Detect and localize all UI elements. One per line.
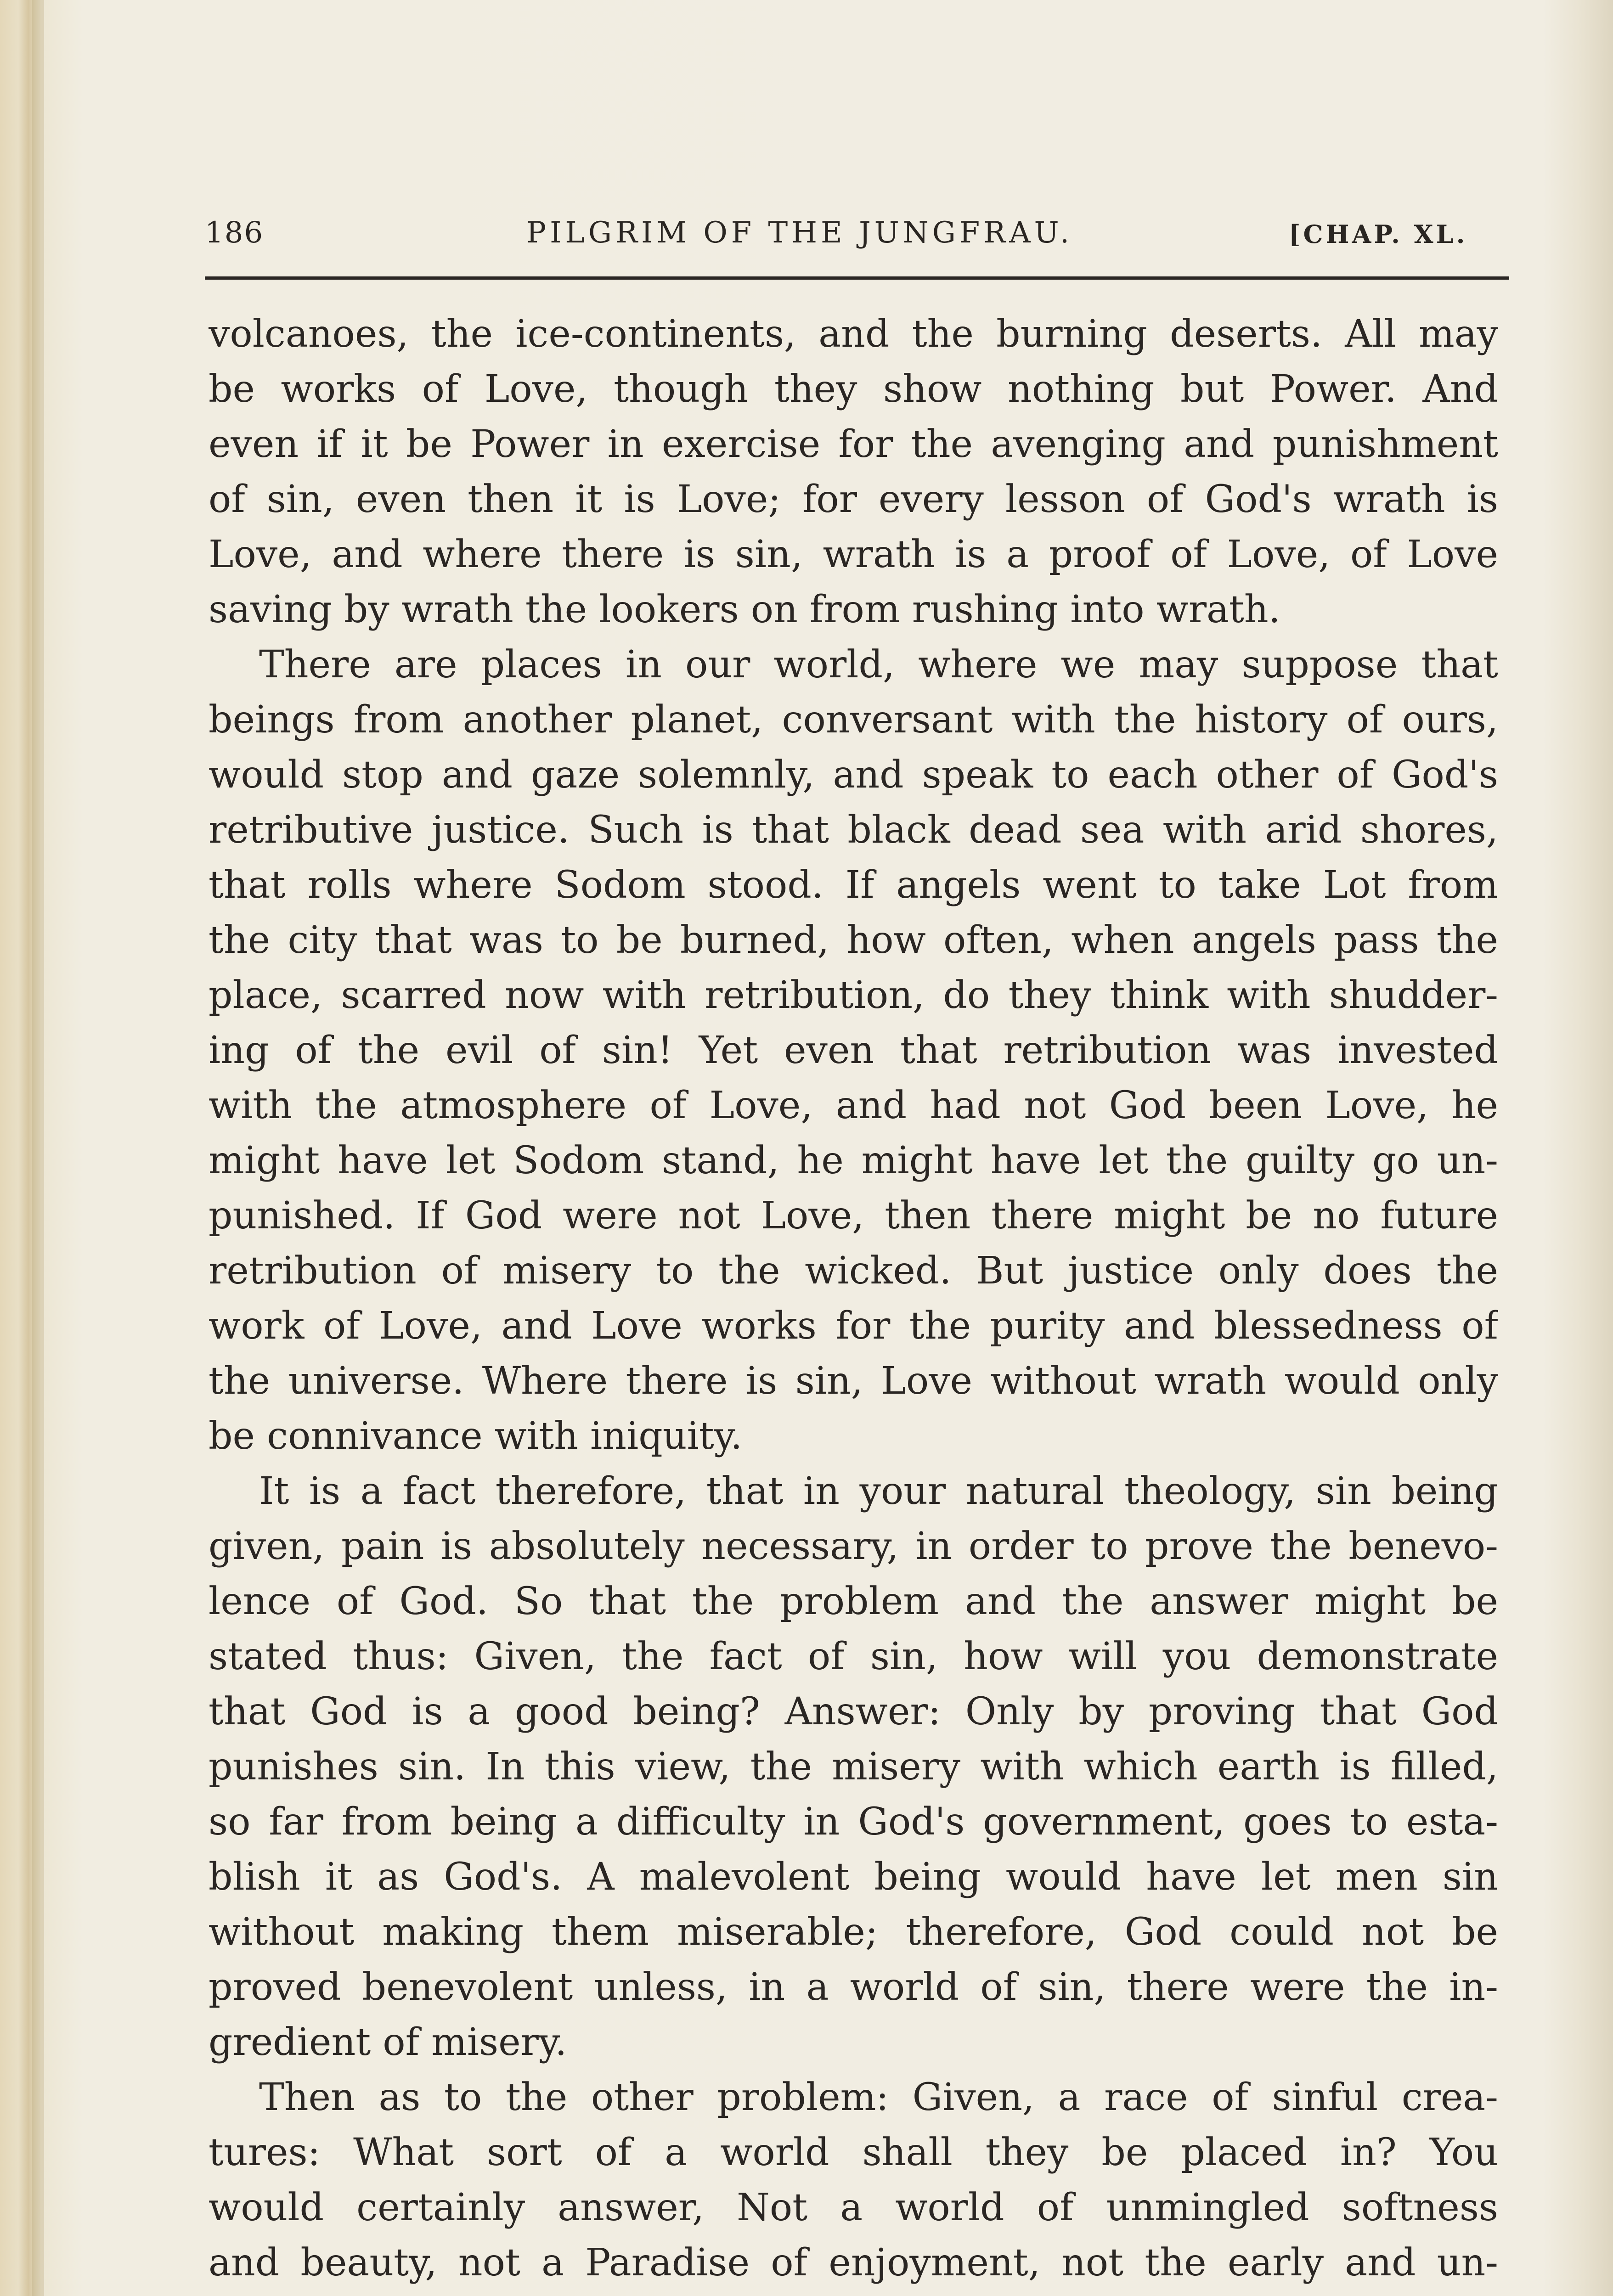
- chapter-reference: [CHAP. XL.: [1289, 219, 1468, 249]
- text-line: gredient of misery.: [209, 2020, 567, 2064]
- text-line: would stop and gaze solemnly, and speak to each other of God's: [209, 753, 1498, 797]
- text-line: ing of the evil of sin! Yet even that retribution was invested: [209, 1029, 1498, 1072]
- text-line: Then as to the other problem: Given, a race of sinful crea-: [259, 2076, 1498, 2119]
- page-header: [205, 216, 1495, 266]
- text-line: volcanoes, the ice-continents, and the burning deserts. All may: [209, 312, 1498, 356]
- text-line: be connivance with iniquity.: [209, 1414, 743, 1458]
- text-line: stated thus: Given, the fact of sin, how will you demonstrate: [209, 1635, 1498, 1678]
- text-line: [209, 2290, 1498, 2296]
- text-line: Love, and where there is sin, wrath is a proof of Love, of Love: [209, 533, 1498, 576]
- text-line: might have let Sodom stand, he might have let the guilty go un-: [209, 1139, 1498, 1182]
- text-line: retributive justice. Such is that black dead sea with arid shores,: [209, 808, 1498, 852]
- text-line: work of Love, and Love works for the purity and blessedness of: [209, 1304, 1498, 1348]
- body-text: [209, 307, 1498, 2296]
- text-line: and beauty, not a Paradise of enjoyment, not the early and un-: [209, 2241, 1498, 2285]
- page-binding-edge: [32, 0, 44, 2296]
- text-line: There are places in our world, where we may suppose that: [259, 643, 1498, 687]
- running-title: PILGRIM OF THE JUNGFRAU.: [526, 216, 1073, 250]
- text-line: It is a fact therefore, that in your natural theology, sin being: [259, 1469, 1498, 1513]
- text-line: without making them miserable; therefore, God could not be: [209, 1910, 1498, 1954]
- text-line: punished. If God were not Love, then there might be no future: [209, 1194, 1498, 1238]
- text-line: given, pain is absolutely necessary, in order to prove the benevo-: [209, 1525, 1498, 1568]
- text-line: so far from being a difficulty in God's government, goes to esta-: [209, 1800, 1498, 1844]
- page-number: 186: [205, 216, 264, 250]
- text-line: that God is a good being? Answer: Only by proving that God: [209, 1690, 1498, 1733]
- text-line: tures: What sort of a world shall they be placed in? You: [209, 2131, 1498, 2174]
- text-line: the city that was to be burned, how often, when angels pass the: [209, 918, 1498, 962]
- text-line: proved benevolent unless, in a world of sin, there were the in-: [209, 1965, 1498, 2009]
- text-line: blish it as God's. A malevolent being would have let men sin: [209, 1855, 1498, 1899]
- text-line: that rolls where Sodom stood. If angels went to take Lot from: [209, 863, 1498, 907]
- text-line: saving by wrath the lookers on from rushing into wrath.: [209, 588, 1280, 631]
- text-line: with the atmosphere of Love, and had not God been Love, he: [209, 1084, 1498, 1127]
- text-line: lence of God. So that the problem and the answer might be: [209, 1580, 1498, 1623]
- text-line: be works of Love, though they show nothing but Power. And: [209, 367, 1498, 411]
- header-rule: [205, 276, 1509, 280]
- text-line: place, scarred now with retribution, do they think with shudder-: [209, 974, 1498, 1017]
- text-line: of sin, even then it is Love; for every lesson of God's wrath is: [209, 478, 1498, 521]
- text-line: even if it be Power in exercise for the avenging and punishment: [209, 422, 1498, 466]
- text-line: retribution of misery to the wicked. But justice only does the: [209, 1249, 1498, 1293]
- text-line: the universe. Where there is sin, Love without wrath would only: [209, 1359, 1498, 1403]
- text-line: punishes sin. In this view, the misery with which earth is filled,: [209, 1745, 1498, 1789]
- text-line: would certainly answer, Not a world of unmingled softness: [209, 2186, 1498, 2229]
- text-line: beings from another planet, conversant with the history of ours,: [209, 698, 1498, 742]
